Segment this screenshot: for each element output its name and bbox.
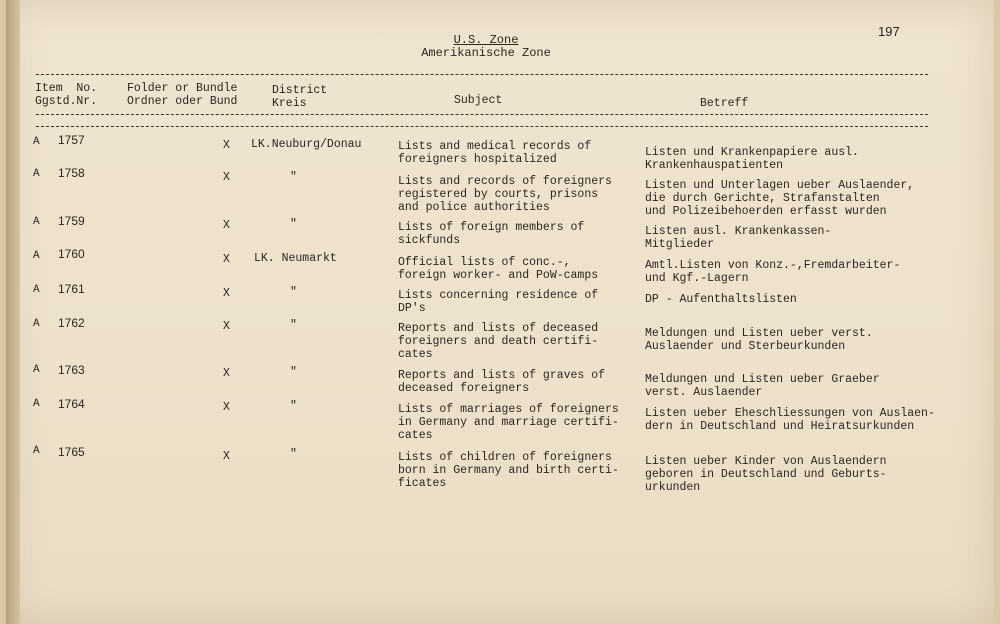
subject-line: foreign worker- and PoW-camps bbox=[398, 269, 599, 282]
subject-cell bbox=[398, 175, 612, 214]
item-number: 1763 bbox=[58, 363, 85, 377]
subject-line: cates bbox=[398, 429, 433, 442]
header-betreff: Betreff bbox=[700, 97, 749, 110]
item-prefix: A bbox=[33, 216, 40, 228]
header-rule-top bbox=[36, 74, 928, 75]
betreff-cell bbox=[645, 373, 880, 399]
item-prefix: A bbox=[33, 136, 40, 148]
betreff-line: und Kgf.-Lagern bbox=[645, 272, 749, 285]
district-cell: " bbox=[290, 218, 297, 231]
subject-line: Lists of foreign members of bbox=[398, 221, 585, 234]
subject-line: Reports and lists of deceased bbox=[398, 322, 599, 335]
subject-line: registered by courts, prisons bbox=[398, 188, 599, 201]
betreff-cell bbox=[645, 327, 873, 353]
document-page bbox=[6, 0, 994, 624]
header-item bbox=[35, 82, 97, 108]
betreff-line: und Polizeibehoerden erfasst wurden bbox=[645, 205, 887, 218]
header-item-line2: Ggstd.Nr. bbox=[35, 95, 98, 108]
betreff-line: verst. Auslaender bbox=[645, 386, 763, 399]
item-number: 1764 bbox=[58, 397, 85, 411]
item-prefix: A bbox=[33, 398, 40, 410]
item-prefix: A bbox=[33, 168, 40, 180]
subject-line: in Germany and marriage certifi- bbox=[398, 416, 619, 429]
district-cell: LK.Neuburg/Donau bbox=[251, 138, 362, 151]
district-cell: LK. Neumarkt bbox=[254, 252, 337, 265]
betreff-line: Listen und Krankenpapiere ausl. bbox=[645, 146, 859, 159]
binding-gutter bbox=[6, 0, 20, 624]
subject-line: DP's bbox=[398, 302, 426, 315]
subject-cell bbox=[398, 140, 591, 166]
item-prefix: A bbox=[33, 445, 40, 457]
folder-mark: X bbox=[223, 253, 230, 266]
item-number: 1760 bbox=[58, 247, 85, 261]
betreff-line: urkunden bbox=[645, 481, 701, 494]
subject-cell bbox=[398, 289, 598, 315]
header-folder-line2: Ordner oder Bund bbox=[127, 95, 238, 108]
betreff-line: Meldungen und Listen ueber verst. bbox=[645, 327, 873, 340]
subject-line: and police authorities bbox=[398, 201, 550, 214]
item-number: 1759 bbox=[58, 214, 85, 228]
folder-mark: X bbox=[223, 320, 230, 333]
folder-mark: X bbox=[223, 171, 230, 184]
subject-line: born in Germany and birth certi- bbox=[398, 464, 619, 477]
page-number: 197 bbox=[878, 24, 900, 39]
subject-line: Reports and lists of graves of bbox=[398, 369, 606, 382]
district-cell: " bbox=[290, 171, 297, 184]
betreff-line: die durch Gerichte, Strafanstalten bbox=[645, 192, 880, 205]
betreff-line: geboren in Deutschland und Geburts- bbox=[645, 468, 887, 481]
subject-line: sickfunds bbox=[398, 234, 461, 247]
betreff-line: Listen ueber Kinder von Auslaendern bbox=[645, 455, 887, 468]
betreff-line: Listen und Unterlagen ueber Auslaender, bbox=[645, 179, 915, 192]
zone-subtitle: Amerikanische Zone bbox=[421, 46, 551, 60]
header-subject: Subject bbox=[454, 94, 503, 107]
header-rule-bottom-2 bbox=[36, 126, 928, 127]
item-prefix: A bbox=[33, 318, 40, 330]
subject-cell bbox=[398, 369, 605, 395]
betreff-cell bbox=[645, 146, 859, 172]
subject-cell bbox=[398, 403, 619, 442]
betreff-cell bbox=[645, 293, 797, 306]
item-number: 1758 bbox=[58, 166, 85, 180]
item-number: 1765 bbox=[58, 445, 85, 459]
betreff-cell bbox=[645, 225, 831, 251]
header-district-line2: Kreis bbox=[272, 97, 307, 110]
betreff-line: DP - Aufenthaltslisten bbox=[645, 293, 797, 306]
subject-line: deceased foreigners bbox=[398, 382, 530, 395]
betreff-cell bbox=[645, 407, 935, 433]
item-number: 1761 bbox=[58, 282, 85, 296]
betreff-line: Meldungen und Listen ueber Graeber bbox=[645, 373, 880, 386]
betreff-line: Listen ueber Eheschliessungen von Auslaen- bbox=[645, 407, 935, 420]
district-cell: " bbox=[290, 448, 297, 461]
district-cell: " bbox=[290, 286, 297, 299]
betreff-line: Krankenhauspatienten bbox=[645, 159, 784, 172]
betreff-line: Mitglieder bbox=[645, 238, 715, 251]
betreff-line: Auslaender und Sterbeurkunden bbox=[645, 340, 846, 353]
subject-cell bbox=[398, 256, 598, 282]
item-prefix: A bbox=[33, 364, 40, 376]
item-prefix: A bbox=[33, 284, 40, 296]
folder-mark: X bbox=[223, 219, 230, 232]
subject-line: Lists of children of foreigners bbox=[398, 451, 612, 464]
subject-line: Lists and medical records of bbox=[398, 140, 592, 153]
zone-title: U.S. Zone bbox=[453, 33, 519, 47]
subject-line: ficates bbox=[398, 477, 447, 490]
district-cell: " bbox=[290, 366, 297, 379]
subject-line: Lists concerning residence of bbox=[398, 289, 599, 302]
betreff-cell bbox=[645, 179, 914, 218]
item-prefix: A bbox=[33, 250, 40, 262]
folder-mark: X bbox=[223, 367, 230, 380]
district-cell: " bbox=[290, 319, 297, 332]
betreff-cell bbox=[645, 455, 887, 494]
subject-line: Official lists of conc.-, bbox=[398, 256, 571, 269]
item-number: 1762 bbox=[58, 316, 85, 330]
header-item-line1: Item No. bbox=[35, 82, 98, 95]
betreff-line: Amtl.Listen von Konz.-,Fremdarbeiter- bbox=[645, 259, 901, 272]
folder-mark: X bbox=[223, 401, 230, 414]
item-number: 1757 bbox=[58, 133, 85, 147]
betreff-line: dern in Deutschland und Heiratsurkunden bbox=[645, 420, 915, 433]
betreff-cell bbox=[645, 259, 900, 285]
subject-cell bbox=[398, 322, 598, 361]
subject-line: cates bbox=[398, 348, 433, 361]
betreff-line: Listen ausl. Krankenkassen- bbox=[645, 225, 832, 238]
header-rule-bottom-1 bbox=[36, 114, 928, 115]
subject-line: Lists and records of foreigners bbox=[398, 175, 612, 188]
folder-mark: X bbox=[223, 450, 230, 463]
header-district-line1: District bbox=[272, 84, 328, 97]
folder-mark: X bbox=[223, 139, 230, 152]
subject-line: Lists of marriages of foreigners bbox=[398, 403, 619, 416]
subject-line: foreigners and death certifi- bbox=[398, 335, 599, 348]
subject-cell bbox=[398, 221, 584, 247]
subject-line: foreigners hospitalized bbox=[398, 153, 557, 166]
subject-cell bbox=[398, 451, 619, 490]
header-district bbox=[272, 84, 327, 110]
folder-mark: X bbox=[223, 287, 230, 300]
district-cell: " bbox=[290, 400, 297, 413]
header-folder bbox=[127, 82, 237, 108]
header-folder-line1: Folder or Bundle bbox=[127, 82, 238, 95]
